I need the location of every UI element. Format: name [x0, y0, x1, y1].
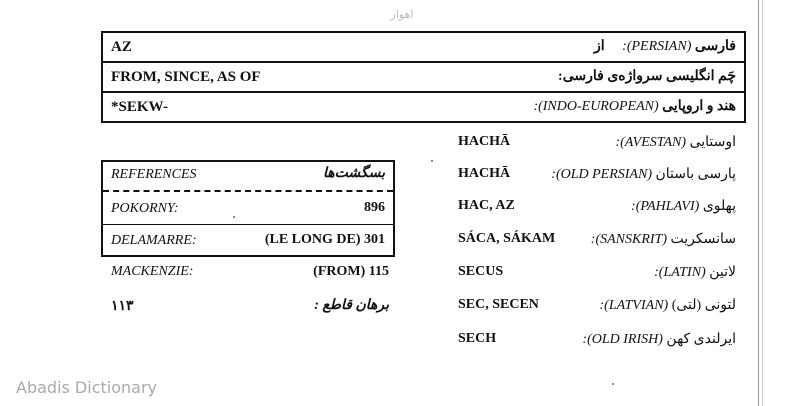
entry-row-root: [103, 93, 744, 123]
indo-european-label-en: (INDO-EUROPEAN):: [533, 99, 659, 114]
persian-label-fa: فارسی: [694, 39, 736, 54]
cognate-language: [654, 264, 736, 281]
cognate-language: [600, 297, 737, 314]
reference-source: POKORNY:: [111, 201, 179, 216]
indo-european-label: [533, 98, 736, 115]
cognate-language-fa: سانسکریت: [670, 232, 736, 247]
cognate-word: HACHĀ: [458, 166, 511, 181]
page-header-text: اهواز: [390, 8, 414, 21]
entry-row-meaning: [103, 63, 744, 93]
indo-european-label-fa: هند و اروپایی: [662, 99, 736, 114]
english-meaning: FROM, SINCE, AS OF: [111, 69, 261, 85]
cognate-word: SEC, SECEN: [458, 297, 539, 312]
cognate-row: [452, 198, 752, 220]
cognate-language-en: (AVESTAN):: [615, 135, 687, 150]
cognate-language-fa: اوستایی: [689, 135, 736, 150]
persian-label: [594, 38, 736, 55]
page-edge-line-faint: [762, 0, 763, 406]
reference-source: برهان قاطع :: [314, 298, 389, 313]
scan-speck: [612, 383, 614, 385]
cognate-row: [452, 264, 752, 286]
cognate-word: SECH: [458, 331, 497, 346]
headword-transliteration: AZ: [111, 39, 132, 55]
cognate-row: [452, 166, 752, 188]
references-box: [101, 160, 395, 257]
references-header-en: REFERENCES: [111, 167, 197, 182]
cognate-row: [452, 331, 752, 353]
cognate-language: [582, 331, 736, 348]
cognate-language: [631, 198, 736, 215]
cognate-language-fa: ایرلندی کهن: [666, 332, 736, 347]
cognate-language-fa: پارسی باستان: [655, 167, 736, 182]
english-meaning-label: چَم انگلیسی سرواژه‌ی فارسی:: [558, 69, 736, 84]
cognate-language-fa: لتونی (لتی): [671, 298, 736, 313]
cognate-word: SÁCA, SÁKAM: [458, 231, 556, 246]
cognate-word: HAC, AZ: [458, 198, 515, 213]
scan-speck: [431, 160, 433, 162]
persian-label-en: (PERSIAN):: [622, 39, 692, 54]
cognate-language-en: (LATIN):: [654, 265, 706, 280]
cognate-language-fa: لاتین: [709, 265, 736, 280]
entry-row-headword: [103, 33, 744, 63]
page-edge-line: [758, 0, 759, 406]
cognate-language: [615, 134, 736, 151]
references-divider: [103, 190, 393, 192]
cognate-word: HACHĀ: [458, 134, 511, 149]
cognate-language: [591, 231, 736, 248]
reference-source: MACKENZIE:: [111, 264, 194, 279]
cognate-language-en: (LATVIAN):: [599, 298, 669, 313]
headword-persian: از: [594, 39, 605, 54]
cognate-row: [452, 231, 752, 253]
watermark-text: Abadis Dictionary: [16, 378, 157, 397]
reference-value: 896: [364, 200, 385, 215]
cognate-language: [551, 166, 736, 183]
indo-european-root: *SEKW-: [111, 99, 168, 115]
cognate-language-en: (OLD IRISH):: [582, 332, 663, 347]
cognate-language-en: (SANSKRIT):: [590, 232, 668, 247]
cognate-word: SECUS: [458, 264, 504, 279]
reference-value: ۱۱۳: [111, 299, 134, 314]
scan-speck: [233, 216, 235, 218]
cognate-language-en: (PAHLAVI):: [631, 199, 700, 214]
cognate-language-en: (OLD PERSIAN):: [551, 167, 652, 182]
references-header-fa: بسگشت‌ها: [322, 166, 385, 181]
reference-value: (LE LONG DE) 301: [264, 232, 385, 247]
cognate-row: [452, 134, 752, 156]
reference-source: DELAMARRE:: [111, 233, 197, 248]
references-row-divider: [103, 224, 393, 225]
entry-header-table: [101, 31, 746, 123]
cognate-row: [452, 297, 752, 319]
cognate-language-fa: پهلوی: [702, 199, 736, 214]
reference-value: (FROM) 115: [313, 264, 389, 279]
